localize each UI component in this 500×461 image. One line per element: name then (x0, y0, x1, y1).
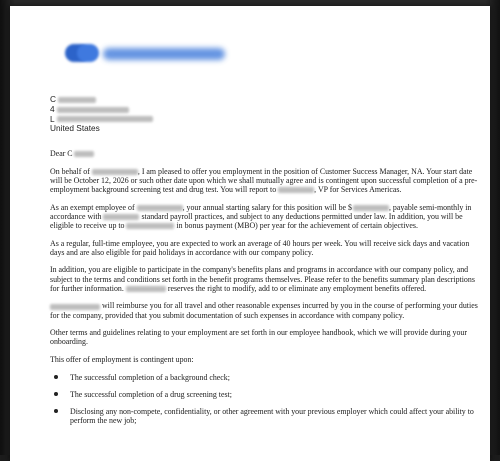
logo-wordmark-redacted (103, 48, 225, 60)
paragraph-intro: On behalf of , I am pleased to offer you employment in the position of Customer Success Manager, NA. Your start date will be October 12, 2026 or such other date upon which we shall mutually agree and is contingent upon successful completion of a pre-employment background screening test and drug test. You will report to , VP for Services Americas. (50, 166, 478, 194)
contingency-list (50, 373, 480, 426)
address-line-3: L (50, 113, 55, 124)
redacted-street (57, 107, 129, 113)
paragraph-salary: As an exempt employee of , your annual starting salary for this position will be $ , payable semi-monthly in accordance with standard payroll practices, and subject to any deductions permitted under law. In addition, you will be eligible to receive up to in bonus payment (MBO) per year for the achievement of certain objectives. (50, 202, 472, 230)
list-item: The successful completion of a background check; (50, 373, 480, 382)
address-country: United States (50, 123, 100, 134)
redacted-salary (353, 205, 389, 211)
address-line-1: C (50, 94, 56, 104)
redacted-company (50, 304, 100, 310)
company-logo (65, 44, 225, 62)
list-item: The successful completion of a drug screening test; (50, 390, 480, 399)
letter-body (50, 149, 480, 433)
redacted-company (137, 205, 183, 211)
paragraph-benefits: In addition, you are eligible to participate in the company's benefits plans and programs in accordance with our company policy, and subject to the terms and conditions set forth in the benefit programs themselves. Please refer to the benefits summary plan descriptions for further information. reserves the right to modify, add to or eliminate any employment benefits offered. (50, 265, 475, 293)
salutation: Dear C (50, 149, 480, 158)
bullet-icon (54, 392, 58, 396)
bullet-icon (54, 375, 58, 379)
redacted-company (92, 169, 138, 175)
paragraph-contingent: This offer of employment is contingent upon: (50, 354, 194, 364)
address-line-2: 4 (50, 103, 55, 114)
redacted-manager (278, 187, 314, 193)
redacted-bonus (126, 223, 174, 229)
redacted-name (58, 97, 96, 103)
recipient-address (50, 95, 153, 134)
redacted-company (103, 214, 139, 220)
logo-mark-secondary (77, 44, 99, 62)
redacted-city (57, 116, 153, 122)
paragraph-handbook: Other terms and guidelines relating to your employment are set forth in our employee handbook, which we will provide during your onboarding. (50, 328, 468, 347)
paragraph-expenses: will reimburse you for all travel and other reasonable expenses incurred by you in the course of performing your duties for the company, provided that you submit documentation of such expenses in accordance with company policy. (50, 301, 478, 320)
paragraph-hours: As a regular, full-time employee, you are expected to work an average of 40 hours per week. You will receive sick days and vacation days and are also eligible for paid holidays in accordance with our company policy. (50, 238, 470, 257)
bullet-icon (54, 409, 58, 413)
redacted-first-name (74, 151, 94, 157)
list-item: Disclosing any non-compete, confidentiality, or other agreement with your previous employer which could affect your ability to perform the new job; (50, 407, 480, 425)
letter-page (10, 6, 490, 461)
redacted-company (126, 286, 166, 292)
